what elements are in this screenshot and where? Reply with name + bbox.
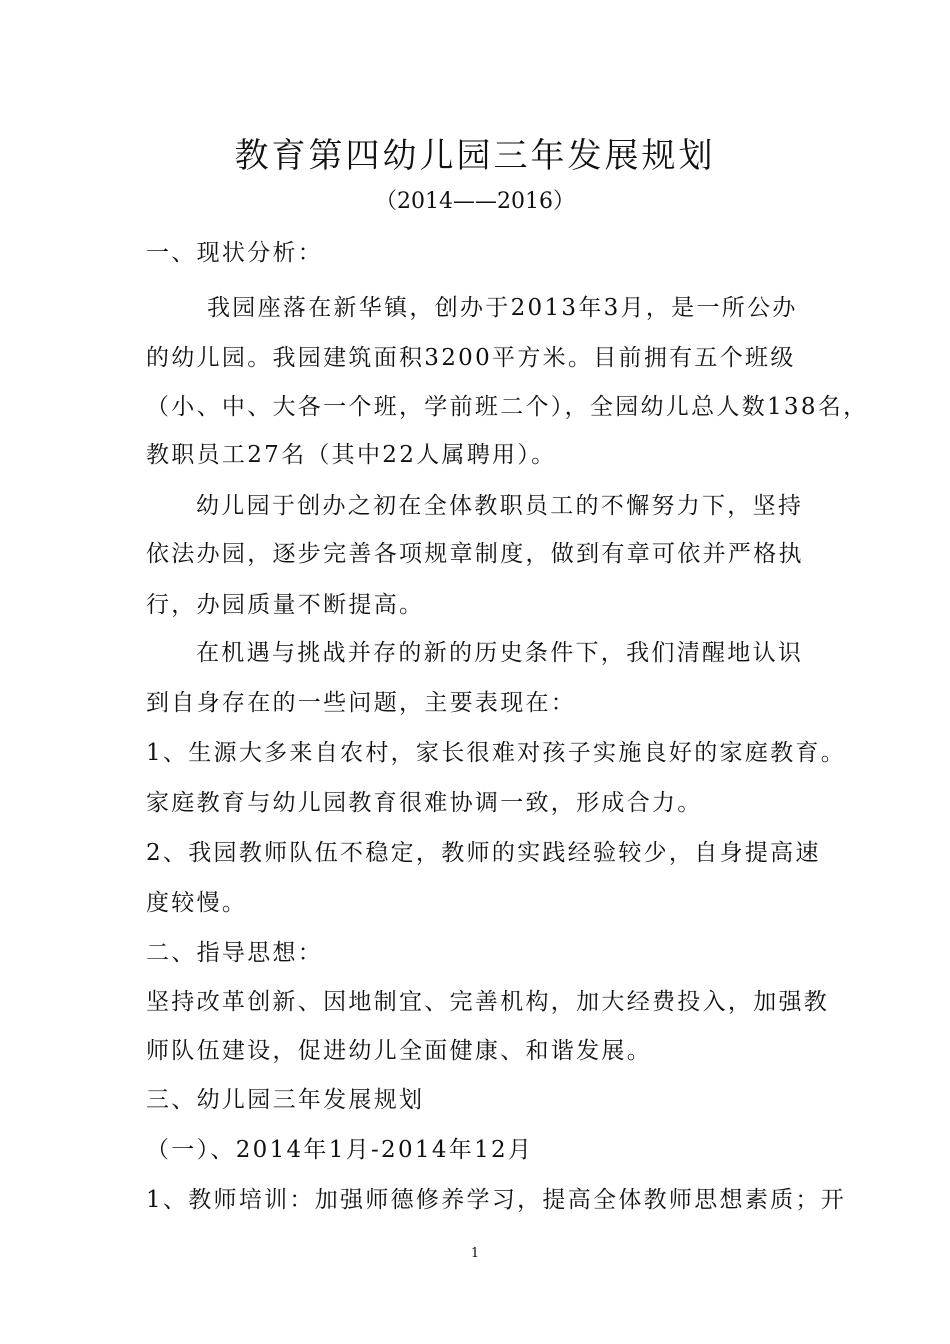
- subsection-heading: （一）、2014年1月-2014年12月: [146, 1137, 534, 1163]
- paragraph-line: 依法办园，逐步完善各项规章制度，做到有章可依并严格执: [146, 541, 804, 567]
- section-heading-development-plan: 三、幼儿园三年发展规划: [146, 1087, 425, 1113]
- paragraph-line: 幼儿园于创办之初在全体教职员工的不懈努力下，坚持: [196, 493, 804, 519]
- paragraph-line: 我园座落在新华镇，创办于2013年3月，是一所公办: [207, 295, 798, 321]
- page-number: 1: [470, 1246, 480, 1261]
- document-title: 教育第四幼儿园三年发展规划: [234, 136, 716, 176]
- paragraph-line: 师队伍建设，促进幼儿全面健康、和谐发展。: [146, 1038, 652, 1064]
- paragraph-line: 行，办园质量不断提高。: [146, 592, 425, 618]
- list-item-line: 家庭教育与幼儿园教育很难协调一致，形成合力。: [146, 790, 703, 816]
- document-subtitle: （2014——2016）: [375, 189, 575, 214]
- paragraph-line: 的幼儿园。我园建筑面积3200平方米。目前拥有五个班级: [146, 345, 796, 371]
- paragraph-line: 坚持改革创新、因地制宜、完善机构，加大经费投入，加强教: [146, 989, 830, 1015]
- paragraph-line: （小、中、大各一个班，学前班二个），全园幼儿总人数138名，: [146, 394, 869, 420]
- section-heading-status-analysis: 一、现状分析：: [146, 240, 324, 266]
- list-item-line: 2、我园教师队伍不稳定，教师的实践经验较少，自身提高速: [146, 840, 821, 866]
- list-item-line: 1、生源大多来自农村，家长很难对孩子实施良好的家庭教育。: [146, 740, 847, 766]
- section-heading-guiding-ideology: 二、指导思想：: [146, 940, 324, 966]
- paragraph-line: 在机遇与挑战并存的新的历史条件下，我们清醒地认识: [196, 640, 804, 666]
- list-item-line: 度较慢。: [146, 890, 248, 916]
- list-item-line: 1、教师培训：加强师德修养学习，提高全体教师思想素质；开: [146, 1187, 847, 1213]
- paragraph-line: 教职员工27名（其中22人属聘用）。: [146, 442, 557, 468]
- paragraph-line: 到自身存在的一些问题，主要表现在：: [146, 690, 577, 716]
